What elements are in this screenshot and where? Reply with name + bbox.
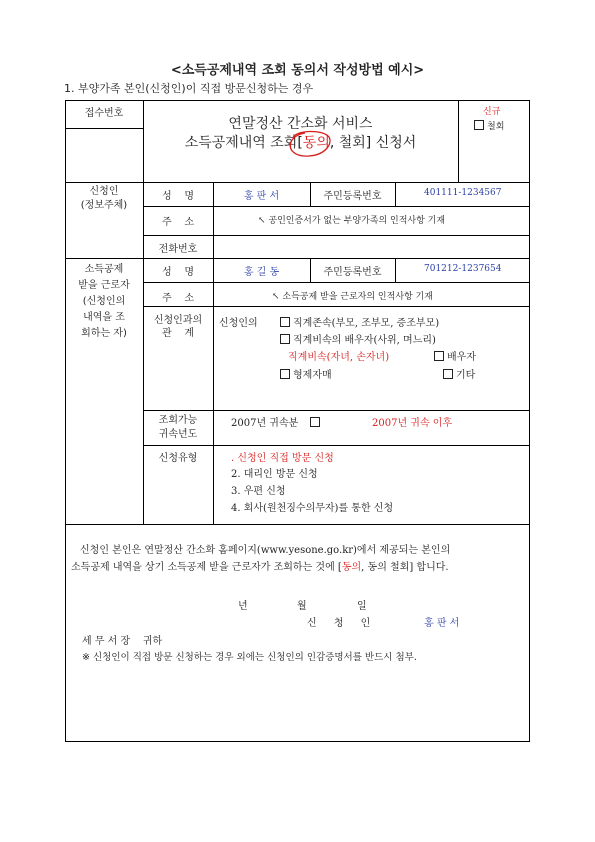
recipient-label: 세 무 서 장 귀하 bbox=[82, 636, 163, 647]
form-title-suffix: , 철회] 신청서 bbox=[329, 135, 417, 151]
worker-section-label bbox=[65, 262, 143, 342]
worker-label-line4: 내역을 조 bbox=[83, 312, 125, 323]
relation-checkbox-spouse[interactable] bbox=[434, 351, 444, 361]
relation-option-ascendant[interactable] bbox=[280, 314, 439, 329]
new-label: 신규 bbox=[483, 107, 501, 117]
relation-checkbox-ascendant[interactable] bbox=[280, 317, 290, 327]
worker-label-line3: (신청인의 bbox=[82, 296, 126, 307]
period-label bbox=[143, 414, 213, 442]
relation-label-sibling: 형제자매 bbox=[293, 370, 332, 381]
attachment-note: ※ 신청인이 직접 방문 신청하는 경우 외에는 신청인의 인감증명서를 반드시 첨부. bbox=[82, 652, 417, 663]
period-option-2007[interactable] bbox=[231, 414, 323, 429]
consent-circle-mark bbox=[285, 128, 335, 160]
applicant-id-label: 주민등록번호 bbox=[323, 191, 382, 202]
document-title: <소득공제내역 조회 동의서 작성방법 예시> bbox=[170, 63, 425, 78]
request-type-company[interactable]: 4. 회사(원천징수의무자)를 통한 신청 bbox=[231, 503, 394, 514]
worker-id-value[interactable]: 701212-1237654 bbox=[424, 264, 502, 274]
withdraw-label: 철회 bbox=[487, 122, 505, 132]
relation-label-other: 기타 bbox=[456, 370, 476, 381]
date-day-label: 일 bbox=[357, 601, 367, 612]
withdraw-checkbox[interactable] bbox=[474, 120, 484, 130]
relation-checkbox-other[interactable] bbox=[443, 369, 453, 379]
worker-address-note: ↖ 소득공제 받을 근로자의 인적사항 기재 bbox=[272, 292, 433, 302]
applicant-address-label: 주 소 bbox=[161, 217, 195, 228]
relation-label-descendant: 직계비속(자녀, 손자녀) bbox=[288, 352, 390, 363]
withdraw-option[interactable] bbox=[474, 119, 504, 132]
statement-consent: 동의 bbox=[341, 562, 362, 573]
period-label-line1: 조회가능 bbox=[158, 415, 198, 426]
relation-option-descendant[interactable] bbox=[288, 348, 389, 363]
relation-option-other[interactable] bbox=[443, 366, 475, 381]
period-label-line2: 귀속년도 bbox=[158, 429, 198, 440]
relation-label bbox=[143, 314, 213, 340]
consent-statement-line2 bbox=[71, 558, 449, 573]
applicant-address-note: ↖ 공인인증서가 없는 부양가족의 인적사항 기재 bbox=[258, 216, 446, 226]
request-type-mail[interactable]: 3. 우편 신청 bbox=[231, 486, 286, 497]
applicant-name-value[interactable]: 홍 판 서 bbox=[243, 191, 280, 202]
form-title-line1: 연말정산 간소화 서비스 bbox=[228, 116, 373, 132]
applicant-label-line1: 신청인 bbox=[89, 186, 119, 197]
date-year-label: 년 bbox=[238, 601, 248, 612]
consent-statement-line1: 신청인 본인은 연말정산 간소화 홈페이지(www.yesone.go.kr)에서 제공되는 본인의 bbox=[80, 545, 451, 556]
receipt-number-label: 접수번호 bbox=[84, 108, 124, 119]
worker-name-label: 성 명 bbox=[161, 267, 195, 278]
worker-label-line5: 회하는 자) bbox=[81, 328, 127, 339]
relation-option-sibling[interactable] bbox=[280, 366, 332, 381]
period-checkbox-2007[interactable] bbox=[310, 417, 320, 427]
statement-suffix: , 동의 철회] 합니다. bbox=[361, 562, 449, 573]
applicant-id-value[interactable]: 401111-1234567 bbox=[424, 188, 502, 198]
applicant-label-line2: (정보주체) bbox=[80, 200, 128, 211]
relation-checkbox-sibling[interactable] bbox=[280, 369, 290, 379]
document-subtitle: 1. 부양가족 본인(신청인)이 직접 방문신청하는 경우 bbox=[64, 82, 314, 95]
relation-label-line2: 관 계 bbox=[161, 328, 195, 339]
relation-label-spouse: 배우자 bbox=[447, 352, 476, 363]
relation-option-in-law[interactable] bbox=[280, 331, 436, 346]
signature-applicant-name[interactable]: 홍 판 서 bbox=[424, 618, 460, 629]
applicant-section-label bbox=[65, 185, 143, 213]
relation-checkbox-in-law[interactable] bbox=[280, 334, 290, 344]
request-type-proxy[interactable]: 2. 대리인 방문 신청 bbox=[231, 469, 318, 480]
statement-prefix: 소득공제 내역을 상기 소득공제 받을 근로자가 조회하는 것에 [ bbox=[71, 562, 342, 573]
request-type-direct[interactable]: . 신청인 직접 방문 신청 bbox=[231, 453, 334, 464]
worker-label-line2: 받을 근로자 bbox=[78, 280, 130, 291]
relation-label-in-law: 직계비속의 배우자(사위, 며느리) bbox=[293, 335, 436, 346]
relation-option-spouse[interactable] bbox=[434, 348, 476, 363]
relation-intro: 신청인의 bbox=[219, 318, 258, 329]
relation-label-line1: 신청인과의 bbox=[153, 315, 203, 326]
worker-address-label: 주 소 bbox=[161, 293, 195, 304]
relation-label-ascendant: 직계존속(부모, 조부모, 증조부모) bbox=[293, 318, 440, 329]
worker-name-value[interactable]: 홍 길 동 bbox=[243, 267, 280, 278]
applicant-phone-label: 전화번호 bbox=[158, 244, 198, 255]
worker-id-label: 주민등록번호 bbox=[323, 267, 382, 278]
applicant-name-label: 성 명 bbox=[161, 191, 195, 202]
signature-applicant-label: 신 청 인 bbox=[307, 618, 371, 629]
request-type-label: 신청유형 bbox=[158, 453, 198, 464]
worker-label-line1: 소득공제 bbox=[84, 264, 124, 275]
period-option-after-2007[interactable]: 2007년 귀속 이후 bbox=[372, 418, 453, 429]
date-month-label: 월 bbox=[297, 601, 307, 612]
form-title-consent: 동의 bbox=[302, 135, 330, 151]
period-label-2007: 2007년 귀속분 bbox=[231, 418, 299, 429]
form-title-prefix: 소득공제내역 조회[ bbox=[184, 135, 303, 151]
